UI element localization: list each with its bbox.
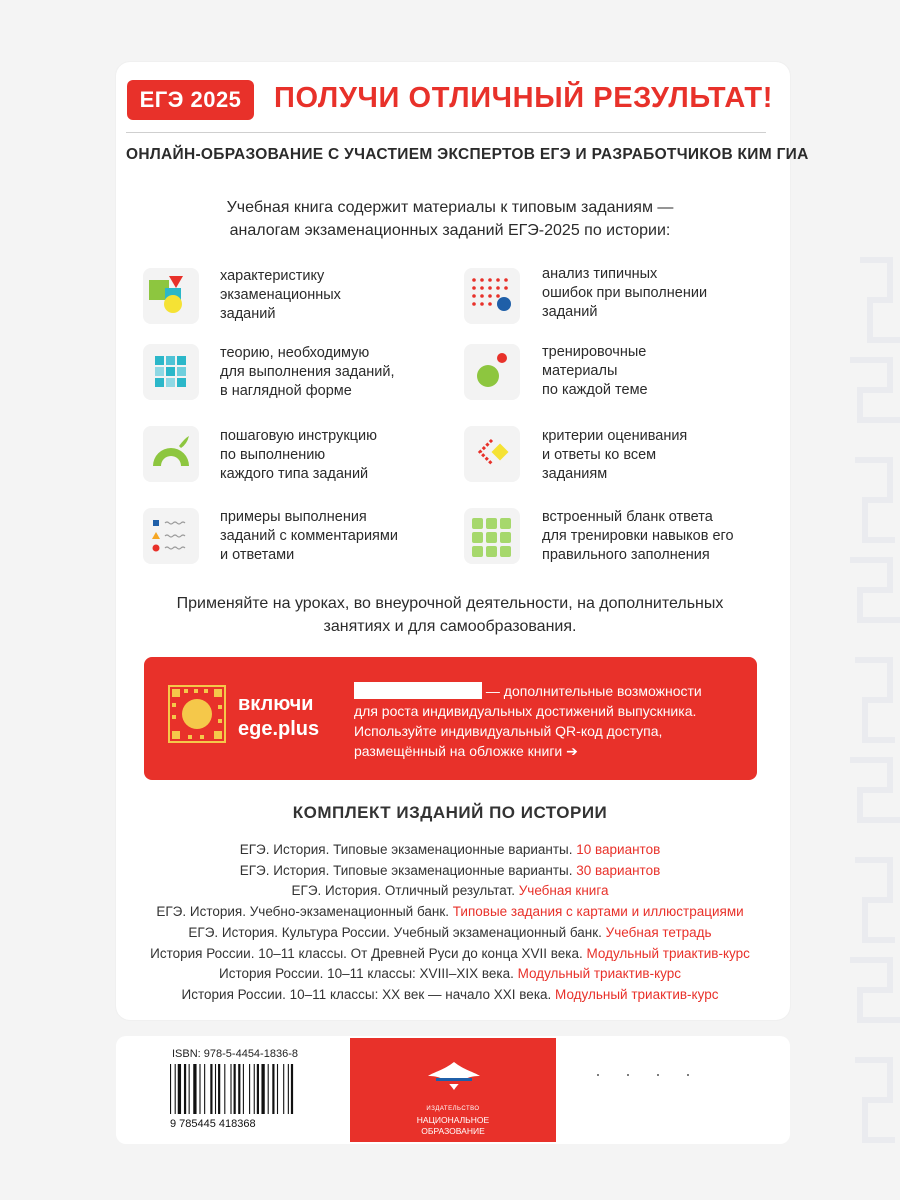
- exam-badge: ЕГЭ 2025: [127, 80, 254, 120]
- kit-item: ЕГЭ. История. Учебно-экзаменационный банк. Типовые задания с картами и иллюстрациями: [156, 904, 744, 920]
- decorative-pattern: [820, 60, 900, 1200]
- kit-item: ЕГЭ. История. Типовые экзаменационные варианты. 10 вариантов: [239, 842, 661, 857]
- feature-text: характеристику экзаменационных заданий: [220, 268, 341, 322]
- promo-line-4: размещённый на обложке книги ➔: [354, 743, 578, 759]
- divider: [126, 132, 766, 133]
- feature-text: пошаговую инструкцию по выполнению каждого типа заданий: [220, 428, 377, 482]
- barcode-bar: [178, 1064, 181, 1114]
- intro-line-1: Учебная книга содержит материалы к типовым заданиям —: [226, 199, 674, 216]
- kit-item: История России. 10–11 классы: XVIII–XIX века. Модульный триактив-курс: [219, 966, 681, 982]
- headline: ПОЛУЧИ ОТЛИЧНЫЙ РЕЗУЛЬТАТ!: [274, 82, 773, 114]
- chevron-diamond-icon: [464, 426, 520, 482]
- promo-line-1: — дополнительные возможности: [485, 683, 702, 699]
- barcode-bar: [254, 1064, 255, 1114]
- barcode-bar: [170, 1064, 171, 1114]
- barcode-bar: [234, 1064, 236, 1114]
- kit-item: История России. 10–11 классы: XX век — начало XXI века. Модульный триактив-курс: [181, 986, 719, 1002]
- barcode-bar: [215, 1064, 216, 1114]
- barcode-bar: [210, 1064, 212, 1114]
- barcode-bar: [249, 1064, 250, 1114]
- barcode-bar: [288, 1064, 289, 1114]
- intro-text: [150, 196, 750, 242]
- barcode-bar: [189, 1064, 190, 1114]
- promo-brand: [238, 692, 319, 742]
- usage-text: [130, 592, 770, 638]
- dots-grid-icon: [464, 268, 520, 324]
- barcode-bar: [257, 1064, 259, 1114]
- feature-text: теорию, необходимую для выполнения заданий, в наглядной форме: [220, 345, 395, 399]
- publisher-logo-icon: [426, 1060, 482, 1100]
- barcode-bar: [243, 1064, 244, 1114]
- promo-text: [354, 681, 744, 761]
- qr-code-icon: [168, 685, 226, 743]
- arc-leaf-icon: [143, 426, 199, 482]
- kit-item: ЕГЭ. История. Культура России. Учебный экзаменационный банк. Учебная тетрадь: [188, 924, 712, 940]
- barcode-bar: [224, 1064, 225, 1114]
- publisher-small: ИЗДАТЕЛЬСТВО: [426, 1106, 480, 1112]
- shapes-icon: [143, 268, 199, 324]
- promo-line-2: для роста индивидуальных достижений выпускника.: [354, 703, 697, 719]
- feature-text: анализ типичных ошибок при выполнении заданий: [542, 266, 708, 320]
- tiles-icon: [143, 344, 199, 400]
- decorative-dots: [594, 1072, 714, 1078]
- barcode-bar: [184, 1064, 186, 1114]
- barcode-bar: [268, 1064, 269, 1114]
- promo-line-3: Используйте индивидуальный QR-код доступа,: [354, 723, 663, 739]
- usage-line-1: Применяйте на уроках, во внеурочной деятельности, на дополнительных: [176, 595, 724, 612]
- barcode-bar: [283, 1064, 284, 1114]
- barcode-digits: 9 785445 418368: [170, 1118, 256, 1130]
- publisher-line-1: НАЦИОНАЛЬНОЕ: [416, 1115, 490, 1125]
- feature-text: критерии оценивания и ответы ко всем заданиям: [542, 428, 688, 482]
- feature-text: примеры выполнения заданий с комментариями и ответами: [220, 509, 398, 563]
- barcode-bar: [291, 1064, 293, 1114]
- usage-line-2: занятиях и для самообразования.: [323, 618, 577, 635]
- barcode-bar: [204, 1064, 205, 1114]
- kit-list: [110, 840, 790, 1006]
- publisher-line-2: ОБРАЗОВАНИЕ: [421, 1126, 485, 1136]
- list-markers-icon: [143, 508, 199, 564]
- promo-brand-line-2: ege.plus: [238, 718, 320, 740]
- answer-sheet-icon: [464, 508, 520, 564]
- kit-title: КОМПЛЕКТ ИЗДАНИЙ ПО ИСТОРИИ: [292, 803, 608, 822]
- isbn-text: ISBN: 978-5-4454-1836-8: [172, 1048, 298, 1060]
- publisher-name: [350, 1104, 556, 1137]
- barcode-bar: [193, 1064, 196, 1114]
- barcode-bar: [218, 1064, 220, 1114]
- kit-item: История России. 10–11 классы. От Древней Руси до конца XVII века. Модульный триактив-курс: [150, 945, 750, 961]
- barcode-bar: [272, 1064, 274, 1114]
- feature-text: тренировочные материалы по каждой теме: [542, 344, 648, 398]
- circles-icon: [464, 344, 520, 400]
- kit-item: ЕГЭ. История. Отличный результат. Учебная книга: [291, 883, 609, 899]
- subtitle: ОНЛАЙН-ОБРАЗОВАНИЕ С УЧАСТИЕМ ЭКСПЕРТОВ ЕГЭ И РАЗРАБОТЧИКОВ КИМ ГИА: [126, 146, 809, 163]
- barcode-bar: [175, 1064, 176, 1114]
- barcode: [168, 1064, 340, 1130]
- kit-item: ЕГЭ. История. Типовые экзаменационные варианты. 30 вариантов: [239, 862, 661, 878]
- feature-text: встроенный бланк ответа для тренировки навыков его правильного заполнения: [542, 509, 734, 563]
- promo-brand-line-1: включи: [238, 693, 314, 715]
- barcode-bar: [199, 1064, 200, 1114]
- intro-line-2: аналогам экзаменационных заданий ЕГЭ-2025 по истории:: [229, 222, 671, 239]
- barcode-bar: [277, 1064, 278, 1114]
- barcode-bar: [261, 1064, 264, 1114]
- redacted-block: [354, 682, 482, 699]
- barcode-bar: [230, 1064, 231, 1114]
- barcode-bar: [238, 1064, 240, 1114]
